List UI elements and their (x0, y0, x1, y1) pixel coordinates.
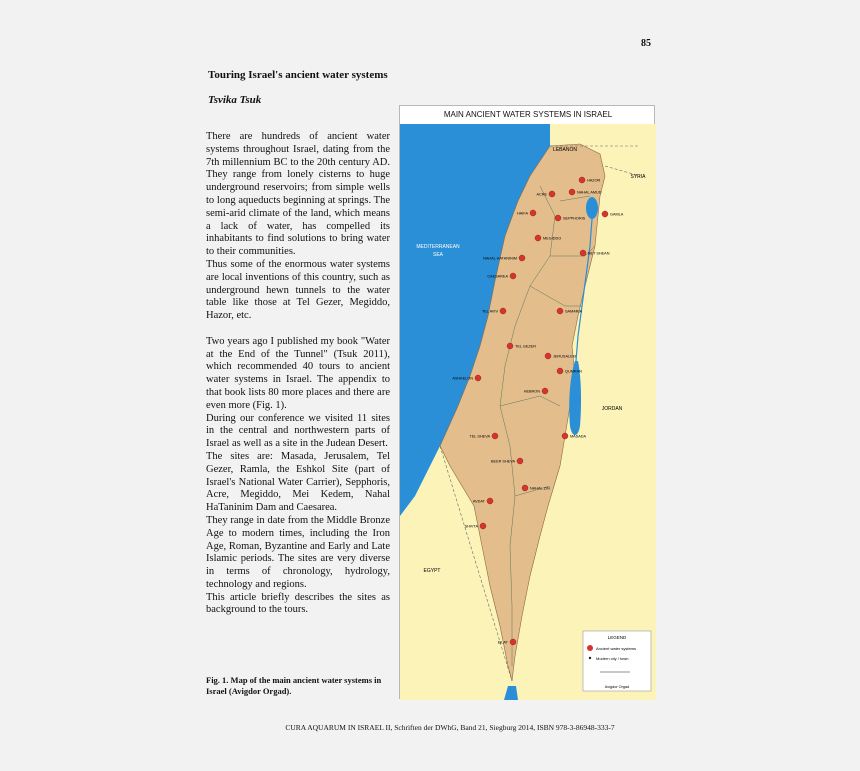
place-marker-icon (492, 433, 498, 439)
place-marker-icon (602, 211, 608, 217)
place-marker-icon (555, 215, 561, 221)
paragraph: The sites are: Masada, Jerusalem, Tel Gezer, Ramla, the Eshkol Site (part of Israel's National Water Carrier), Sepphoris, Acre, Megiddo, Mei Kedem, Nahal HaTaninim Dam and Caesarea. (206, 450, 390, 514)
place-label: TEL AVIV (481, 309, 498, 314)
region-label-sea-2: SEA (432, 252, 444, 258)
place-marker-icon (530, 210, 536, 216)
place-label: NAHAL AMUD (577, 190, 602, 195)
legend-town-icon (589, 657, 591, 659)
place-marker-icon (549, 191, 555, 197)
place-label: BEER SHEVA (491, 459, 515, 464)
place-label: NAHAL ZIN (530, 486, 550, 491)
place-label: MASADA (570, 434, 587, 439)
place-marker-icon (557, 308, 563, 314)
place-marker-icon (522, 485, 528, 491)
place-label: CAESAREA (487, 274, 508, 279)
place-label: JERUSALEM (553, 354, 576, 359)
place-marker-icon (545, 353, 551, 359)
page-number: 85 (641, 38, 651, 49)
map-title: MAIN ANCIENT WATER SYSTEMS IN ISRAEL (443, 110, 613, 119)
legend-credit: Avigdor Orgad (604, 685, 630, 689)
map-figure (399, 105, 655, 699)
place-marker-icon (517, 458, 523, 464)
place-label: BET SHEAN (588, 251, 610, 256)
place-marker-icon (569, 189, 575, 195)
place-label: EILAT (497, 640, 508, 645)
legend-item-modern: Modern city / town (596, 656, 629, 661)
place-label: SEPPHORIS (563, 216, 586, 221)
map-legend (583, 631, 651, 691)
place-marker-icon (480, 523, 486, 529)
paragraph: Thus some of the enormous water systems are local inventions of this country, such as underground hewn tunnels to the water table like those at Tel Gezer, Megiddo, Hazor, etc. (206, 258, 390, 322)
paragraph: During our conference we visited 11 sites in the central and northwestern parts of Israel as well as a site in the Judean Desert. (206, 412, 390, 450)
place-label: MEGIDDO (543, 236, 562, 241)
page-footer: CURA AQUARUM IN ISRAEL II, Schriften der DWhG, Band 21, Siegburg 2014, ISBN 978-3-86948-333-7 (285, 723, 615, 732)
place-marker-icon (500, 308, 506, 314)
legend-item-ancient: Ancient water systems (596, 646, 637, 651)
paragraph: There are hundreds of ancient water systems throughout Israel, dating from the 7th millennium BC to the 20th century AD. They range from lonely cisterns to huge underground reservoirs; from simple wells to long aqueducts beginning at springs. The semi-arid climate of the land, which means a lack of water, has compelled its inhabitants to find solutions to bring water to their communities. (206, 131, 390, 258)
place-label: GAMLA (610, 212, 624, 217)
place-marker-icon (542, 388, 548, 394)
place-marker-icon (562, 433, 568, 439)
legend-title: LEGEND (607, 635, 627, 640)
region-label-sea: MEDITERRANEAN (416, 244, 460, 250)
sea-of-galilee (586, 197, 598, 219)
article-body (206, 131, 390, 617)
place-label: HAZOR (587, 178, 601, 183)
place-marker-icon (510, 639, 516, 645)
figure-caption: Fig. 1. Map of the main ancient water systems in Israel (Avigdor Orgad). (206, 675, 382, 696)
paragraph: This article briefly describes the sites as background to the tours. (206, 591, 390, 616)
place-label: NAHAL HATANINIM (483, 256, 517, 261)
place-label: TEL SHEVA (469, 434, 490, 439)
article-author: Tsvika Tsuk (208, 94, 262, 106)
place-label: AVDAT (472, 499, 485, 504)
place-label: SAMARIA (565, 309, 583, 314)
place-label: QUMRAN (565, 369, 582, 374)
place-label: HAIFA (517, 211, 528, 216)
region-label-syria: SYRIA (630, 174, 646, 180)
region-label-jordan: JORDAN (601, 406, 623, 412)
place-marker-icon (580, 250, 586, 256)
place-label: TEL GEZER (515, 344, 536, 349)
place-label: HEBRON (523, 389, 540, 394)
region-label-lebanon: LEBANON (553, 147, 577, 153)
place-marker-icon (557, 368, 563, 374)
place-marker-icon (535, 235, 541, 241)
article-title: Touring Israel's ancient water systems (208, 69, 388, 81)
place-marker-icon (475, 375, 481, 381)
place-marker-icon (487, 498, 493, 504)
place-marker-icon (579, 177, 585, 183)
place-label: ASHKELON (452, 376, 473, 381)
region-label-egypt: EGYPT (423, 568, 441, 574)
map-graphic (400, 106, 656, 700)
place-marker-icon (519, 255, 525, 261)
place-marker-icon (507, 343, 513, 349)
place-marker-icon (510, 273, 516, 279)
legend-marker-icon (587, 645, 593, 651)
paragraph: Two years ago I published my book "Water at the End of the Tunnel" (Tsuk 2011), which recommended 40 tours to ancient water systems in Israel. The appendix to that book lists 80 more places and there are even more (Fig. 1). (206, 335, 390, 411)
place-label: SHIVTA (464, 524, 478, 529)
place-label: ACRE (536, 192, 547, 197)
paragraph: They range in date from the Middle Bronze Age to modern times, including the Iron Age, Roman, Byzantine and Early and Late Islamic periods. The sites are very diverse in terms of chronology, hydrology, technology and regions. (206, 514, 390, 590)
